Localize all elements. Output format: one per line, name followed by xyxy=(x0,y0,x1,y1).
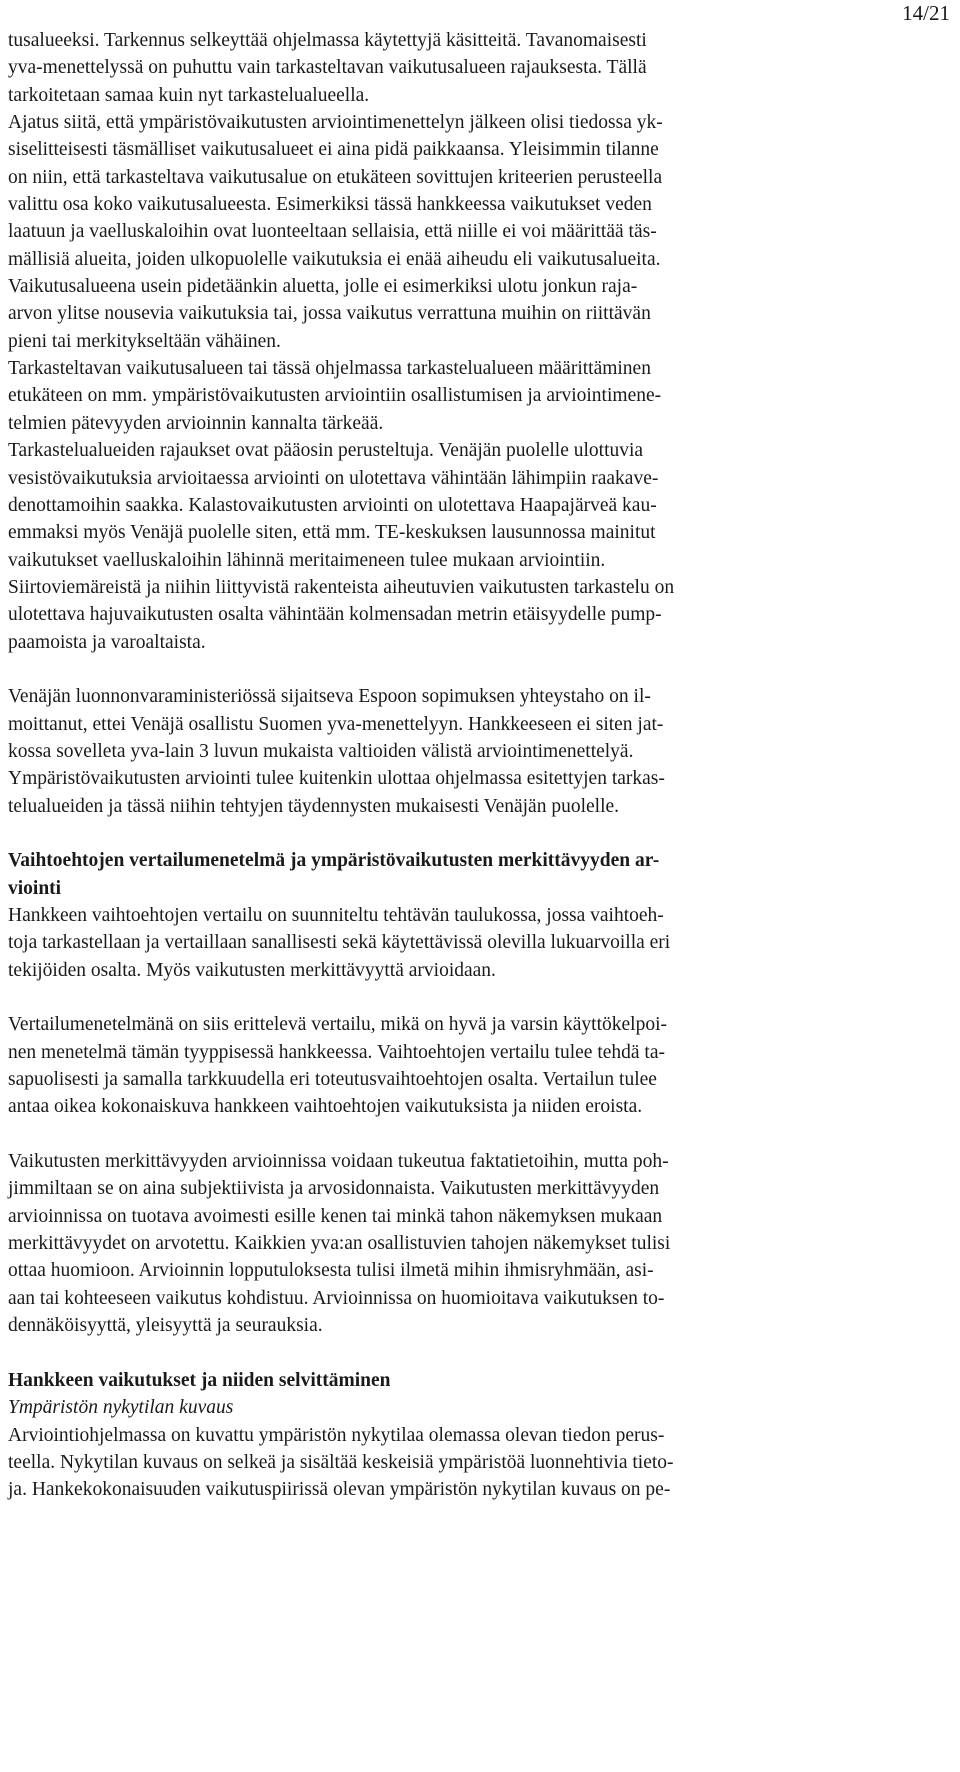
text-line: Tarkastelualueiden rajaukset ovat pääosin perusteltuja. Venäjän puolelle ulottuvia xyxy=(8,440,644,462)
text-line: tusalueeksi. Tarkennus selkeyttää ohjelmassa käytettyjä käsitteitä. Tavanomaisesti xyxy=(8,30,647,51)
text-line: mällisiä alueita, joiden ulkopuolelle vaikutuksia ei enää aiheudu eli vaikutusalueita. xyxy=(8,248,661,270)
text-line: etukäteen on mm. ympäristövaikutusten arviointiin osallistumisen ja arviointimene- xyxy=(8,385,662,407)
text-line: valittu osa koko vaikutusalueesta. Esimerkiksi tässä hankkeessa vaikutukset veden xyxy=(8,194,652,216)
paragraph-spacer xyxy=(8,984,948,1011)
section-heading-vertailumenetelma xyxy=(8,847,948,902)
heading-line: viointi xyxy=(8,877,62,899)
text-line: jimmiltaan se on aina subjektiivista ja arvosidonnaista. Vaikutusten merkittävyyden xyxy=(8,1178,660,1200)
text-line: yva-menettelyssä on puhuttu vain tarkasteltavan vaikutusalueen rajauksesta. Tällä xyxy=(8,57,647,79)
text-line: vaikutukset vaelluskaloihin lähinnä meritaimeneen tulee mukaan arviointiin. xyxy=(8,549,606,571)
text-line: arvon ylitse nousevia vaikutuksia tai, jossa vaikutus verrattuna muihin on riittävän xyxy=(8,303,651,325)
paragraph-spacer xyxy=(8,656,948,683)
text-line: nen menetelmä tämän tyyppisessä hankkeessa. Vaihtoehtojen vertailu tulee tehdä ta- xyxy=(8,1041,666,1063)
text-line: tarkoitetaan samaa kuin nyt tarkastelualueella. xyxy=(8,84,370,106)
text-line: siselitteisesti täsmälliset vaikutusalueet ei aina pidä paikkaansa. Yleisimmin tilanne xyxy=(8,139,659,161)
text-line: laatuun ja vaelluskaloihin ovat luonteeltaan sellaisia, että niille ei voi määrittää täs- xyxy=(8,221,657,243)
text-line: Venäjän luonnonvaraministeriössä sijaitseva Espoon sopimuksen yhteystaho on il- xyxy=(8,686,651,708)
text-line: merkittävyydet on arvotettu. Kaikkien yva:an osallistuvien tahojen näkemykset tulisi xyxy=(8,1233,671,1255)
text-line: Siirtoviemäreistä ja niihin liittyvistä rakenteista aiheutuvien vaikutusten tarkastelu on xyxy=(8,576,675,598)
text-line: telualueiden ja tässä niihin tehtyjen täydennysten mukaisesti Venäjän puolelle. xyxy=(8,795,620,817)
text-line: sapuolisesti ja samalla tarkkuudella eri toteutusvaihtoehtojen osalta. Vertailun tulee xyxy=(8,1069,657,1091)
paragraph-merkittavyys xyxy=(8,1148,948,1339)
text-line: telmien pätevyyden arvioinnin kannalta tärkeää. xyxy=(8,412,384,434)
text-line: dennäköisyyttä, yleisyyttä ja seurauksia. xyxy=(8,1315,323,1337)
text-line: on niin, että tarkasteltava vaikutusalue on etukäteen sovittujen kriteerien perusteella xyxy=(8,166,663,188)
page-number: 14/21 xyxy=(902,1,950,25)
text-line: vesistövaikutuksia arvioitaessa arviointi on ulotettava vähintään lähimpiin raakave- xyxy=(8,467,659,489)
paragraph-venaja xyxy=(8,683,948,820)
paragraph-spacer xyxy=(8,820,948,847)
text-line: Arviointiohjelmassa on kuvattu ympäristön nykytilaa olemassa olevan tiedon perus- xyxy=(8,1424,665,1446)
text-line: tekijöiden osalta. Myös vaikutusten merkittävyyttä arvioidaan. xyxy=(8,959,496,981)
text-line: toja tarkastellaan ja vertaillaan sanallisesti sekä käytettävissä olevilla lukuarvoilla eri xyxy=(8,932,671,954)
text-line: denottamoihin saakka. Kalastovaikutusten arviointi on ulotettava Haapajärveä kau- xyxy=(8,494,657,516)
text-line: ottaa huomioon. Arvioinnin lopputuloksesta tulisi ilmetä mihin ihmisryhmään, asi- xyxy=(8,1260,654,1282)
text-line: ja. Hankekokonaisuuden vaikutuspiirissä olevan ympäristön nykytilan kuvaus on pe- xyxy=(8,1479,671,1501)
text-line: aan tai kohteeseen vaikutus kohdistuu. Arvioinnissa on huomioitava vaikutuksen to- xyxy=(8,1287,665,1309)
subheading-nykytila: Ympäristön nykytilan kuvaus xyxy=(8,1397,234,1419)
paragraph-spacer xyxy=(8,1121,948,1148)
paragraph-tarkastelualue xyxy=(8,27,948,656)
paragraph-vaihtoehtojen-vertailu xyxy=(8,902,948,984)
text-line: Vaikutusten merkittävyyden arvioinnissa voidaan tukeutua faktatietoihin, mutta poh- xyxy=(8,1151,669,1173)
text-line: Ympäristövaikutusten arviointi tulee kuitenkin ulottaa ohjelmassa esitettyjen tarkas- xyxy=(8,768,665,790)
text-line: Vertailumenetelmänä on siis erittelevä vertailu, mikä on hyvä ja varsin käyttökelpoi- xyxy=(8,1014,668,1036)
paragraph-nykytila xyxy=(8,1422,948,1504)
text-line: kossa sovelleta yva-lain 3 luvun mukaista valtioiden välistä arviointimenettelyä. xyxy=(8,740,634,762)
text-line: Hankkeen vaihtoehtojen vertailu on suunniteltu tehtävän taulukossa, jossa vaihtoeh- xyxy=(8,905,664,926)
text-line: emmaksi myös Venäjä puolelle siten, että mm. TE-keskuksen lausunnossa mainitut xyxy=(8,522,656,544)
text-line: teella. Nykytilan kuvaus on selkeä ja sisältää keskeisiä ympäristöä luonnehtivia tieto- xyxy=(8,1451,674,1473)
page-content xyxy=(8,27,948,1504)
heading-line: Vaihtoehtojen vertailumenetelmä ja ympäristövaikutusten merkittävyyden ar- xyxy=(8,850,660,872)
paragraph-vertailumenetelma xyxy=(8,1011,948,1120)
text-line: pieni tai merkitykseltään vähäinen. xyxy=(8,330,281,352)
text-line: Tarkasteltavan vaikutusalueen tai tässä ohjelmassa tarkastelualueen määrittäminen xyxy=(8,358,651,380)
text-line: arvioinnissa on tuotava avoimesti esille kenen tai minkä tahon näkemyksen mukaan xyxy=(8,1205,663,1227)
text-line: Ajatus siitä, että ympäristövaikutusten arviointimenettelyn jälkeen olisi tiedossa yk- xyxy=(8,112,663,134)
text-line: paamoista ja varoaltaista. xyxy=(8,631,206,653)
paragraph-spacer xyxy=(8,1340,948,1367)
text-line: ulotettava hajuvaikutusten osalta vähintään kolmensadan metrin etäisyydelle pump- xyxy=(8,604,662,626)
text-line: moittanut, ettei Venäjä osallistu Suomen yva-menettelyyn. Hankkeeseen ei siten jat- xyxy=(8,713,664,735)
text-line: Vaikutusalueena usein pidetäänkin aluetta, jolle ei esimerkiksi ulotu jonkun raja- xyxy=(8,276,638,298)
text-line: antaa oikea kokonaiskuva hankkeen vaihtoehtojen vaikutuksista ja niiden eroista. xyxy=(8,1096,643,1118)
section-heading-vaikutukset: Hankkeen vaikutukset ja niiden selvittäminen xyxy=(8,1369,391,1391)
